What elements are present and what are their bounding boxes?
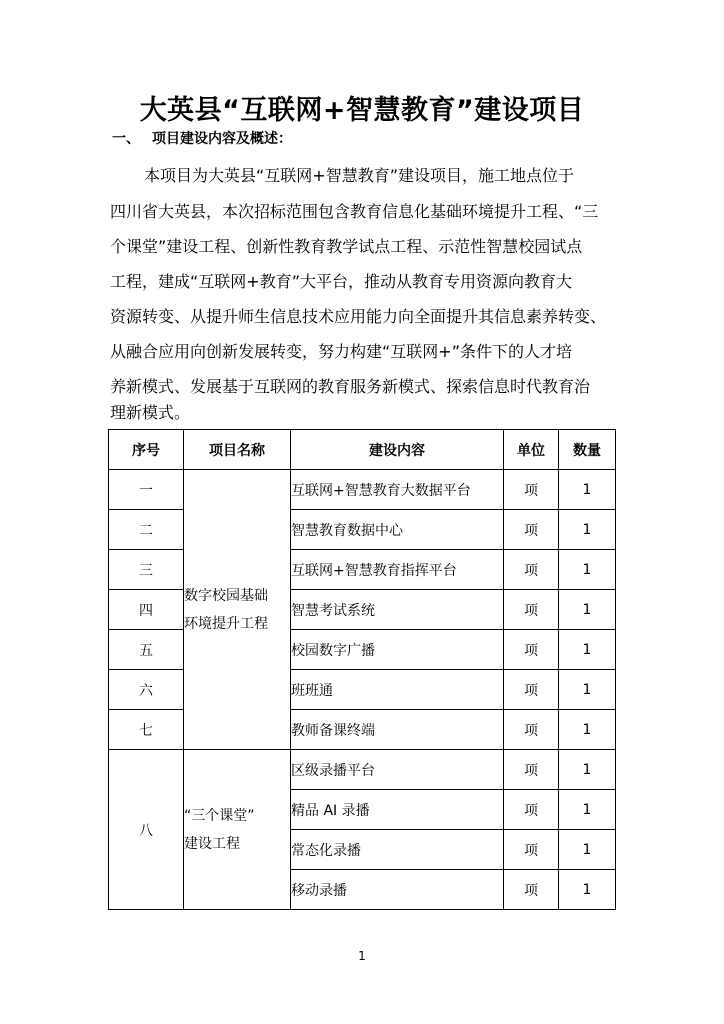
row-quantity: 1: [559, 590, 616, 630]
group-number-cell: 八: [109, 750, 184, 910]
row-unit: 项: [504, 710, 559, 750]
row-content: 互联网+智慧教育大数据平台: [291, 470, 504, 510]
header-quantity: 数量: [559, 430, 616, 470]
row-quantity: 1: [559, 710, 616, 750]
paragraph-line: 四川省大英县，本次招标范围包含教育信息化基础环境提升工程、“三: [110, 202, 599, 221]
header-project-name: 项目名称: [184, 430, 291, 470]
row-number: 二: [109, 510, 184, 550]
row-content: 精品 AI 录播: [291, 790, 504, 830]
row-content: 区级录播平台: [291, 750, 504, 790]
row-quantity: 1: [559, 750, 616, 790]
table-header-row: [109, 430, 616, 470]
table-row: [109, 470, 616, 510]
section-heading-text: 项目建设内容及概述：: [152, 131, 292, 147]
row-unit: 项: [504, 830, 559, 870]
row-number: 四: [109, 590, 184, 630]
row-unit: 项: [504, 470, 559, 510]
paragraph-line: 理新模式。: [110, 403, 191, 422]
row-content: 智慧教育数据中心: [291, 510, 504, 550]
row-content: 智慧考试系统: [291, 590, 504, 630]
row-number: 三: [109, 550, 184, 590]
row-unit: 项: [504, 670, 559, 710]
group-name-line: 建设工程: [184, 835, 240, 852]
section-heading: [112, 128, 292, 148]
row-content: 教师备课终端: [291, 710, 504, 750]
row-quantity: 1: [559, 870, 616, 910]
page-number: 1: [358, 949, 366, 963]
group-name-cell: [184, 750, 291, 910]
group-name-line: 数字校园基础: [184, 587, 268, 604]
row-number: 五: [109, 630, 184, 670]
row-content: 校园数字广播: [291, 630, 504, 670]
row-unit: 项: [504, 870, 559, 910]
row-content: 常态化录播: [291, 830, 504, 870]
paragraph-line: 从融合应用向创新发展转变，努力构建“互联网+”条件下的人才培: [110, 342, 572, 361]
row-content: 班班通: [291, 670, 504, 710]
row-quantity: 1: [559, 630, 616, 670]
paragraph-line: 本项目为大英县“互联网+智慧教育”建设项目，施工地点位于: [144, 166, 574, 185]
row-quantity: 1: [559, 550, 616, 590]
paragraph-line: 个课堂”建设工程、创新性教育教学试点工程、示范性智慧校园试点: [110, 237, 583, 256]
row-quantity: 1: [559, 830, 616, 870]
group-name-cell: [184, 470, 291, 750]
document-title: 大英县“互联网+智慧教育”建设项目: [139, 95, 585, 126]
row-unit: 项: [504, 630, 559, 670]
row-unit: 项: [504, 790, 559, 830]
paragraph-line: 工程，建成“互联网+教育”大平台，推动从教育专用资源向教育大: [110, 272, 572, 291]
row-unit: 项: [504, 750, 559, 790]
table-row: [109, 750, 616, 790]
row-unit: 项: [504, 510, 559, 550]
header-content: 建设内容: [291, 430, 504, 470]
row-quantity: 1: [559, 510, 616, 550]
row-number: 七: [109, 710, 184, 750]
section-number: 一、: [112, 131, 140, 147]
row-content: 互联网+智慧教育指挥平台: [291, 550, 504, 590]
project-table: [108, 429, 616, 910]
row-quantity: 1: [559, 790, 616, 830]
row-quantity: 1: [559, 470, 616, 510]
paragraph-line: 养新模式、发展基于互联网的教育服务新模式、探索信息时代教育治: [110, 377, 591, 396]
group-name-line: “三个课堂”: [184, 807, 255, 824]
group-name-line: 环境提升工程: [184, 615, 268, 632]
row-number: 一: [109, 470, 184, 510]
row-unit: 项: [504, 590, 559, 630]
row-number: 六: [109, 670, 184, 710]
row-content: 移动录播: [291, 870, 504, 910]
row-quantity: 1: [559, 670, 616, 710]
row-unit: 项: [504, 550, 559, 590]
header-number: 序号: [109, 430, 184, 470]
paragraph-line: 资源转变、从提升师生信息技术应用能力向全面提升其信息素养转变、: [110, 307, 607, 326]
header-unit: 单位: [504, 430, 559, 470]
